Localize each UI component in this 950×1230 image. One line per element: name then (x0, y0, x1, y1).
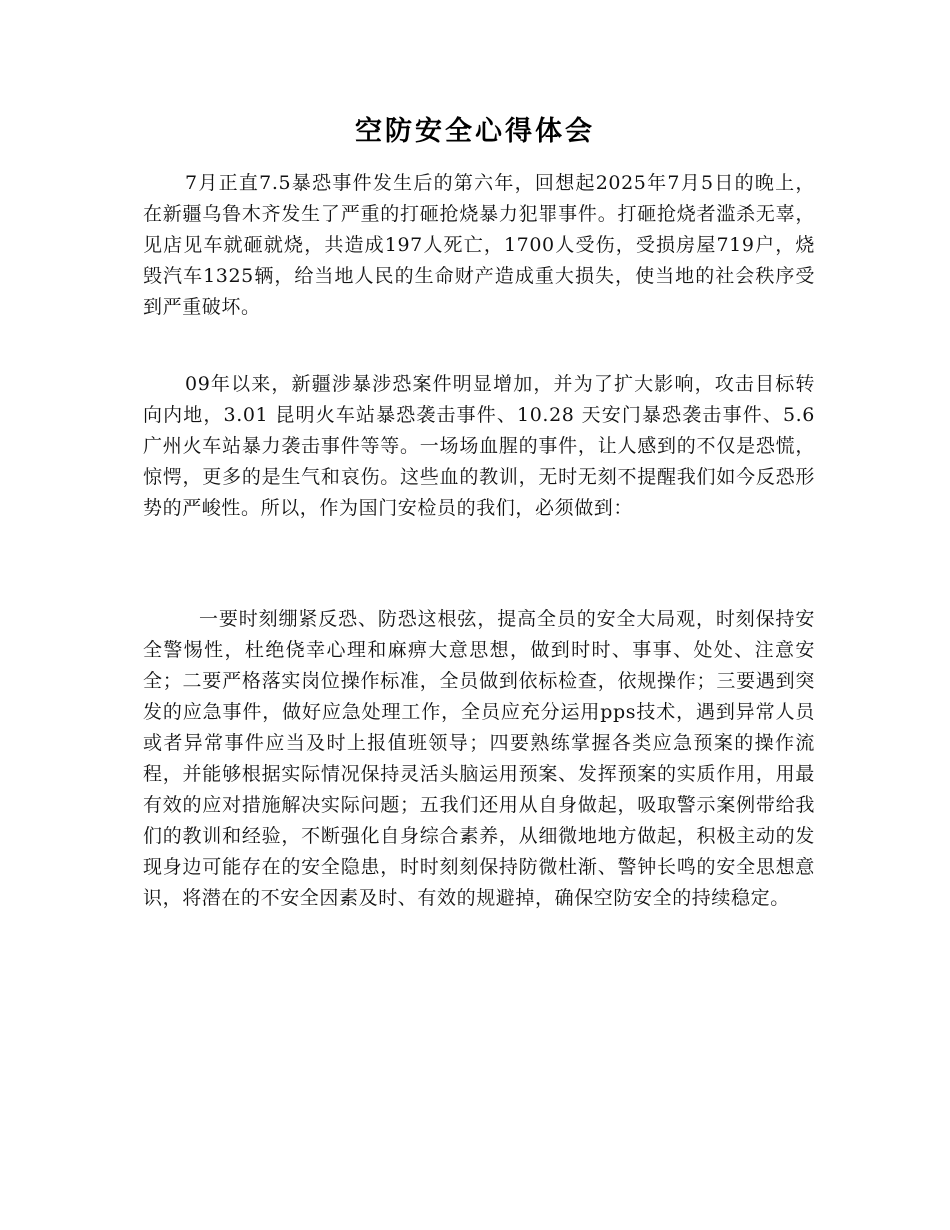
paragraph-1: 7月正直7.5暴恐事件发生后的第六年，回想起2025年7月5日的晚上，在新疆乌鲁木齐发生了严重的打砸抢烧暴力犯罪事件。打砸抢烧者滥杀无辜，见店见车就砸就烧，共造成197人死亡，1700人受伤，受损房屋719户，烧毁汽车1325辆，给当地人民的生命财产造成重大损失，使当地的社会秩序受到严重破坏。 (143, 172, 815, 318)
paragraph-2: 09年以来，新疆涉暴涉恐案件明显增加，并为了扩大影响，攻击目标转向内地，3.01 昆明火车站暴恐袭击事件、10.28 天安门暴恐袭击事件、5.6广州火车站暴力袭击事件等等。一场场血腥的事件，让人感到的不仅是恐慌，惊愕，更多的是生气和哀伤。这些血的教训，无时无刻不提醒我们如今反恐形势的严峻性。所以，作为国门安检员的我们，必须做到： (143, 373, 815, 519)
document-title: 空防安全心得体会 (355, 116, 595, 147)
paragraph-3: 一要时刻绷紧反恐、防恐这根弦，提高全员的安全大局观，时刻保持安全警惕性，杜绝侥幸心理和麻痹大意思想，做到时时、事事、处处、注意安全；二要严格落实岗位操作标准，全员做到依标检查，依规操作；三要遇到突发的应急事件，做好应急处理工作，全员应充分运用pps技术，遇到异常人员或者异常事件应当及时上报值班领导；四要熟练掌握各类应急预案的操作流程，并能够根据实际情况保持灵活头脑运用预案、发挥预案的实质作用，用最有效的应对措施解决实际问题；五我们还用从自身做起，吸取警示案例带给我们的教训和经验，不断强化自身综合素养，从细微地地方做起，积极主动的发现身边可能存在的安全隐患，时时刻刻保持防微杜渐、警钟长鸣的安全思想意识，将潜在的不安全因素及时、有效的规避掉，确保空防安全的持续稳定。 (143, 608, 815, 909)
